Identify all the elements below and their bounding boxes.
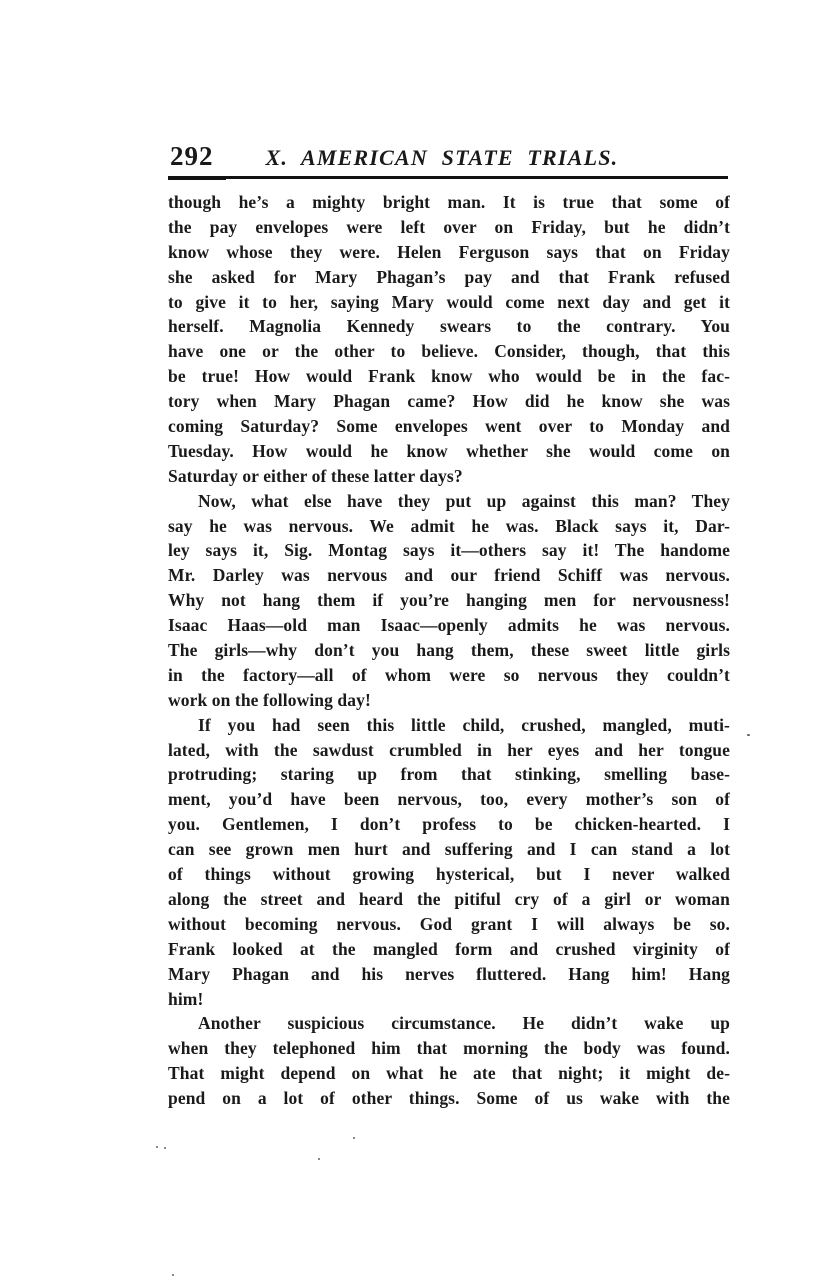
- scan-speck: [172, 1274, 174, 1276]
- text-line: ment, you’d have been nervous, too, every mother’s son of: [168, 789, 730, 810]
- page-header: [168, 138, 730, 170]
- text-line: work on the following day!: [168, 689, 371, 710]
- scan-speck: [353, 1137, 355, 1139]
- text-line: to give it to her, saying Mary would come next day and get it: [168, 291, 730, 312]
- text-line: That might depend on what he ate that night; it might de-: [168, 1063, 730, 1084]
- text-line: be true! How would Frank know who would be in the fac-: [168, 366, 730, 387]
- text-line: Mr. Darley was nervous and our friend Schiff was nervous.: [168, 565, 730, 586]
- text-line: have one or the other to believe. Consider, though, that this: [168, 341, 730, 362]
- text-line: Isaac Haas—old man Isaac—openly admits he was nervous.: [168, 615, 730, 636]
- text-line: you. Gentlemen, I don’t profess to be chicken-hearted. I: [168, 814, 730, 835]
- text-line: Tuesday. How would he know whether she would come on: [168, 440, 730, 461]
- text-line: when they telephoned him that morning the body was found.: [168, 1038, 730, 1059]
- text-line: of things without growing hysterical, but I never walked: [168, 864, 730, 885]
- text-line: she asked for Mary Phagan’s pay and that Frank refused: [168, 266, 730, 287]
- text-line: Frank looked at the mangled form and crushed virginity of: [168, 938, 730, 959]
- text-line: If you had seen this little child, crushed, mangled, muti-: [198, 714, 730, 735]
- text-line: Mary Phagan and his nerves fluttered. Hang him! Hang: [168, 963, 730, 984]
- text-line: without becoming nervous. God grant I will always be so.: [168, 913, 730, 934]
- text-line: The girls—why don’t you hang them, these sweet little girls: [168, 640, 730, 661]
- text-line: the pay envelopes were left over on Friday, but he didn’t: [168, 216, 730, 237]
- text-line: in the factory—all of whom were so nervous they couldn’t: [168, 664, 730, 685]
- text-line: tory when Mary Phagan came? How did he know she was: [168, 391, 730, 412]
- text-line: ley says it, Sig. Montag says it—others say it! The handome: [168, 540, 730, 561]
- text-line: protruding; staring up from that stinking, smelling base-: [168, 764, 730, 785]
- text-line: along the street and heard the pitiful cry of a girl or woman: [168, 888, 730, 909]
- text-line: know whose they were. Helen Ferguson says that on Friday: [168, 241, 730, 262]
- header-rule: [168, 176, 728, 179]
- paragraph: [168, 1011, 730, 1111]
- text-line: can see grown men hurt and suffering and I can stand a lot: [168, 839, 730, 860]
- text-line: Why not hang them if you’re hanging men for nervousness!: [168, 590, 730, 611]
- paragraph: [168, 190, 730, 489]
- text-line: lated, with the sawdust crumbled in her eyes and her tongue: [168, 739, 730, 760]
- scan-speck: [156, 1146, 158, 1148]
- running-title: X. AMERICAN STATE TRIALS.: [265, 145, 619, 170]
- scan-speck: [747, 734, 750, 736]
- paragraph: [168, 713, 730, 1012]
- text-line: herself. Magnolia Kennedy swears to the contrary. You: [168, 316, 730, 337]
- text-line: say he was nervous. We admit he was. Black says it, Dar-: [168, 515, 730, 536]
- text-line: him!: [168, 988, 204, 1009]
- text-line: Another suspicious circumstance. He didn’t wake up: [198, 1013, 730, 1034]
- text-line: though he’s a mighty bright man. It is true that some of: [168, 192, 730, 212]
- text-line: Now, what else have they put up against this man? They: [198, 490, 730, 511]
- text-block: [168, 190, 730, 1111]
- page-number: 292: [170, 141, 214, 171]
- text-line: pend on a lot of other things. Some of us wake with the: [168, 1088, 730, 1109]
- text-line: coming Saturday? Some envelopes went over to Monday and: [168, 416, 730, 437]
- paragraph: [168, 489, 730, 713]
- scan-speck: [318, 1158, 320, 1160]
- text-line: Saturday or either of these latter days?: [168, 465, 463, 486]
- scan-speck: [164, 1147, 166, 1149]
